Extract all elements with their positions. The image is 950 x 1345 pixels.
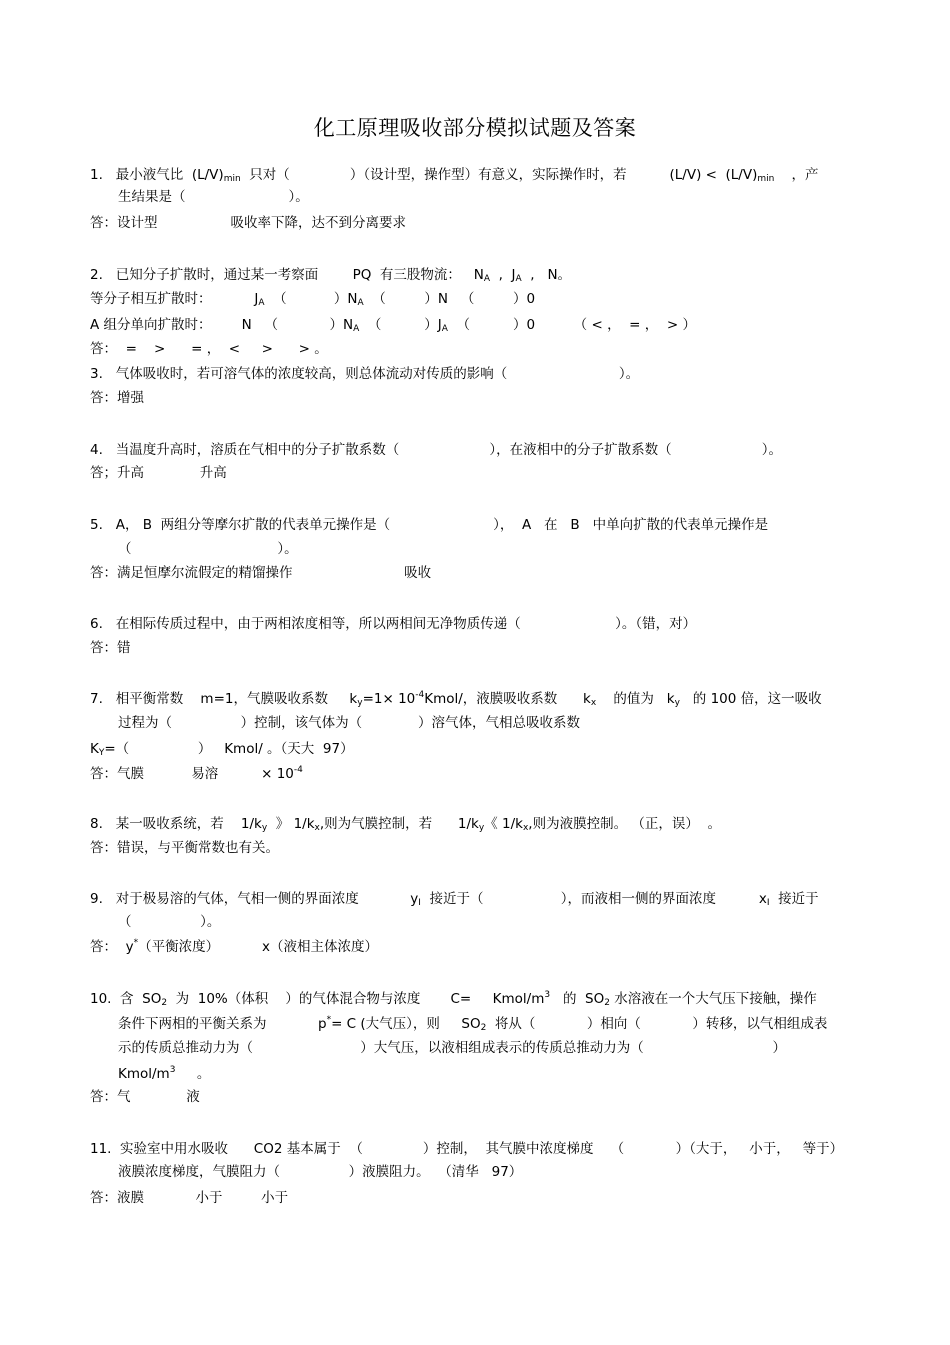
q3-answer: 答：增强 xyxy=(90,390,144,406)
q6-answer: 答：错 xyxy=(90,640,131,656)
q2-line-3: A 组分单向扩散时： N （ ）$N_A$ （ ）$J_A$ （ ）0 （ < ， = ， > ） xyxy=(90,317,696,334)
q10-line-4: Kmol/$m^3$ 。 xyxy=(118,1065,211,1082)
q9-answer: 答： y*（平衡浓度） x（液相主体浓度） xyxy=(90,938,378,955)
q9-line-1: 9. 对于极易溶的气体，气相一侧的界面浓度 $y_I$ 接近于（ ），而液相一侧的界面浓度 $x_I$ 接近于 xyxy=(90,891,819,908)
q1-answer: 答：设计型 吸收率下降，达不到分离要求 xyxy=(90,215,406,231)
q1-line-1: 1. 最小液气比 $(L/V)_{min}$ 只对（ ）（设计型，操作型）有意义，实际操作时，若 $(L/V) < (L/V)_{min}$ ，产 xyxy=(90,167,819,184)
q7-answer: 答：气膜 易溶 × $10^{-4}$ xyxy=(90,765,303,782)
q11-line-1: 11. 实验室中用水吸收 CO2 基本属于 （ ）控制， 其气膜中浓度梯度 （ ）（大于， 小于， 等于） xyxy=(90,1141,844,1157)
q7-line-3: $K_Y=$（ ） Kmol/ 。（天大 97） xyxy=(90,741,354,758)
q1-line-2: 生结果是（ ）。 xyxy=(118,189,309,205)
q10-line-3: 示的传质总推动力为（ ）大气压，以液相组成表示的传质总推动力为（ ） xyxy=(118,1040,787,1056)
q4-question: 4. 当温度升高时，溶质在气相中的分子扩散系数（ ），在液相中的分子扩散系数（ ）。 xyxy=(90,442,782,458)
q7-line-1: 7. 相平衡常数 m=1，气膜吸收系数 $k_y=1\times$ $10^{-4}Kmol/$，液膜吸收系数 $k_x$ 的值为 $k_y$ 的 100 倍，这一吸收 xyxy=(90,690,822,708)
q11-line-2: 液膜浓度梯度，气膜阻力（ ）液膜阻力。 （清华 97） xyxy=(118,1164,523,1180)
q10-line-1: 10. 含 $SO_2$ 为 10%（体积 ）的气体混合物与浓度 C= Kmol/$m^3$ 的 $SO_2$ 水溶液在一个大气压下接触，操作 xyxy=(90,990,817,1008)
q2-answer: 答： = > = ， < > > 。 xyxy=(90,341,328,357)
q2-line-1: 2. 已知分子扩散时，通过某一考察面 PQ 有三股物流： $N_A$ , $J_A$ , N。 xyxy=(90,267,572,284)
q7-line-2: 过程为（ ）控制，该气体为（ ）溶气体，气相总吸收系数 xyxy=(118,715,580,731)
q10-line-2: 条件下两相的平衡关系为 p*= C (大气压），则 $SO_2$ 将从（ ）相向（ ）转移，以气相组成表 xyxy=(118,1015,828,1033)
q9-line-2: （ ）。 xyxy=(118,914,221,930)
q5-line-2: （ ）。 xyxy=(118,541,298,557)
q4-answer: 答；升高 升高 xyxy=(90,465,227,481)
q8-answer: 答：错误，与平衡常数也有关。 xyxy=(90,840,279,856)
q11-answer: 答：液膜 小于 小于 xyxy=(90,1190,289,1206)
q5-answer: 答：满足恒摩尔流假定的精馏操作 吸收 xyxy=(90,565,432,581)
q8-question: 8. 某一吸收系统，若 $1/k_y$ 》 $1/k_x$,则为气膜控制，若 $1/k_y$《 $1/k_x$,则为液膜控制。 （正，误） 。 xyxy=(90,816,721,833)
q10-answer: 答：气 液 xyxy=(90,1089,200,1105)
q3-question: 3. 气体吸收时，若可溶气体的浓度较高，则总体流动对传质的影响（ ）。 xyxy=(90,366,640,382)
q2-line-2: 等分子相互扩散时： $J_A$ （ ）$N_A$ （ ）N （ ）0 xyxy=(90,291,536,308)
q6-question: 6. 在相际传质过程中，由于两相浓度相等，所以两相间无净物质传递（ ）。（错，对） xyxy=(90,616,697,632)
q5-line-1: 5. A， B 两组分等摩尔扩散的代表单元操作是（ ）， A 在 B 中单向扩散的代表单元操作是 xyxy=(90,517,769,533)
page-title: 化工原理吸收部分模拟试题及答案 xyxy=(313,116,637,140)
